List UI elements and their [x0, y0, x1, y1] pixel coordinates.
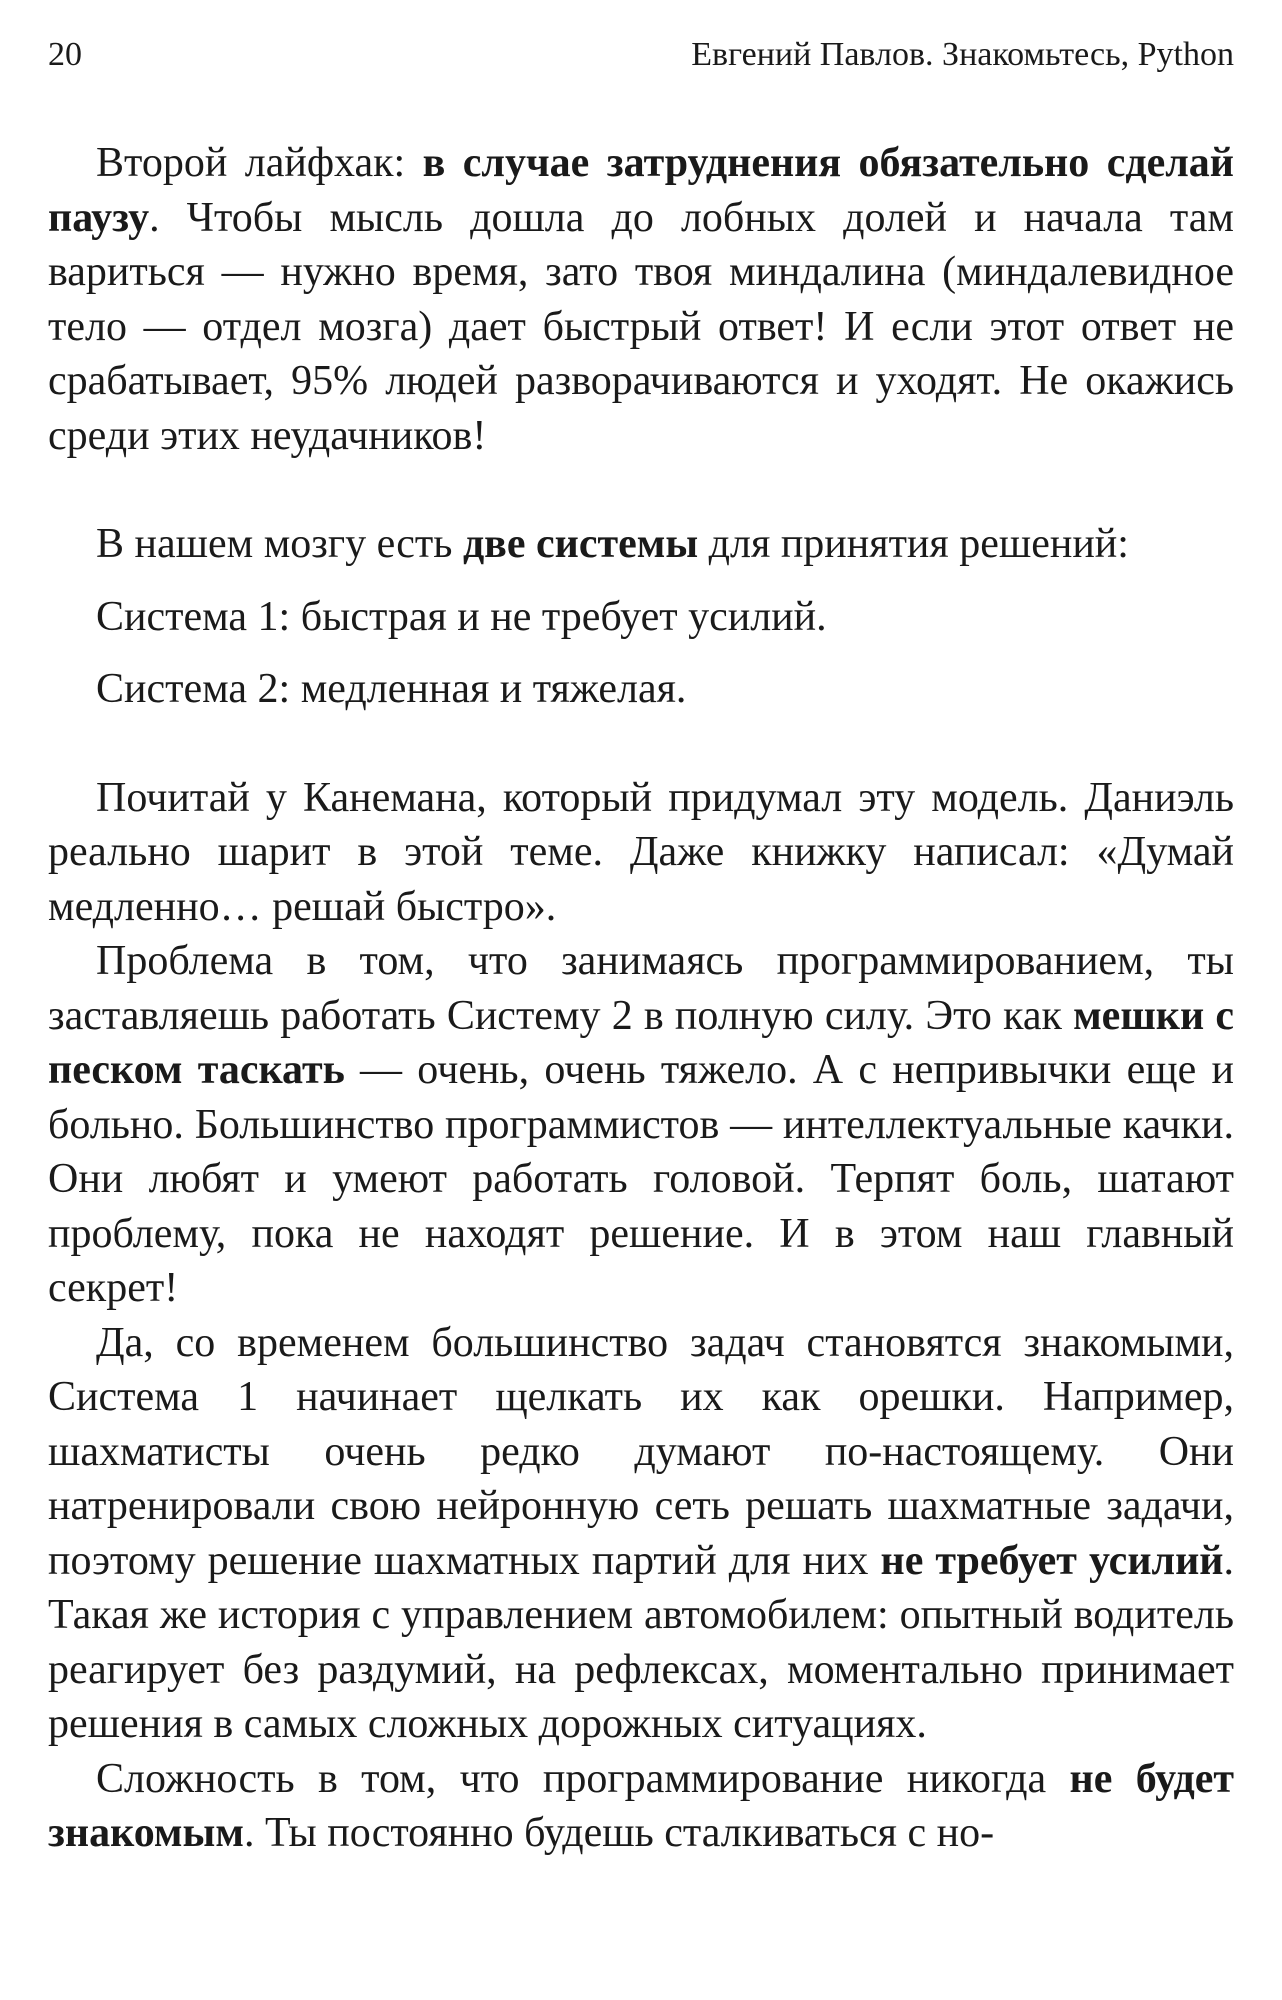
paragraph-two-systems [48, 517, 1234, 572]
bold-text: мешки с песком таскать [48, 992, 1235, 1093]
text-run: Проблема в том, что занимаясь программированием, ты заставляешь работать Систему 2 в полную силу. Это как [48, 938, 1234, 1039]
paragraph-complexity [48, 1752, 1234, 1861]
text-run: Система 2: медленная и тяжелая. [96, 666, 687, 712]
bold-text: две системы [462, 521, 699, 567]
text-run: Да, со временем большинство задач становятся знакомыми, Система 1 начинает щелкать их как орешки. Например, шахматисты очень редко думают по-настоящему. Они натренировали свою нейронную сеть решать шахматные задачи, поэтому решение шахматных партий для них [48, 1319, 1234, 1584]
system-2-line [48, 662, 1234, 717]
text-run: . Ты постоянно будешь сталкиваться с но- [243, 1810, 995, 1856]
text-run: для принятия решений: [698, 521, 1129, 567]
bold-text: не будет знакомым [48, 1755, 1234, 1856]
text-run: Почитай у Канемана, который придумал эту модель. Даниэль реально шарит в этой теме. Даже книжку написал: «Думай медленно… решай быстро». [48, 774, 1234, 930]
page-body [48, 136, 1234, 1861]
paragraph-lifehack [48, 136, 1234, 463]
system-1-line [48, 590, 1234, 645]
paragraph-problem [48, 934, 1234, 1316]
paragraph-familiar-tasks [48, 1316, 1234, 1752]
page-header [48, 30, 1234, 80]
page-number: 20 [48, 36, 82, 73]
text-run: — очень, очень тяжело. А с непривычки еще и больно. Большинство программистов — интеллектуальные качки. Они любят и умеют работать головой. Терпят боль, шатают проблему, пока не находят решение. И в этом наш главный секрет! [48, 1047, 1234, 1311]
text-run: Система 1: быстрая и не требует усилий. [96, 593, 827, 640]
bold-text: в случае затруднения обязательно сделай паузу [48, 140, 1234, 241]
text-run: В нашем мозгу есть [96, 521, 463, 567]
bold-text: не требует усилий [880, 1537, 1224, 1584]
text-run: Второй лайфхак: [96, 140, 423, 186]
running-head: Евгений Павлов. Знакомьтесь, Python [691, 36, 1234, 73]
text-run: Сложность в том, что программирование никогда [96, 1755, 1070, 1802]
text-run: . Чтобы мысль дошла до лобных долей и начала там вариться — нужно время, зато твоя миндалина (миндалевидное тело — отдел мозга) дает быстрый ответ! И если этот ответ не срабатывает, 95% людей разворачиваются и уходят. Не окажись среди этих неудачников! [48, 194, 1234, 459]
paragraph-kahneman [48, 771, 1234, 935]
text-run: . Такая же история с управлением автомобилем: опытный водитель реагирует без раздумий, на рефлексах, моментально принимает решения в самых сложных дорожных ситуациях. [48, 1537, 1234, 1747]
